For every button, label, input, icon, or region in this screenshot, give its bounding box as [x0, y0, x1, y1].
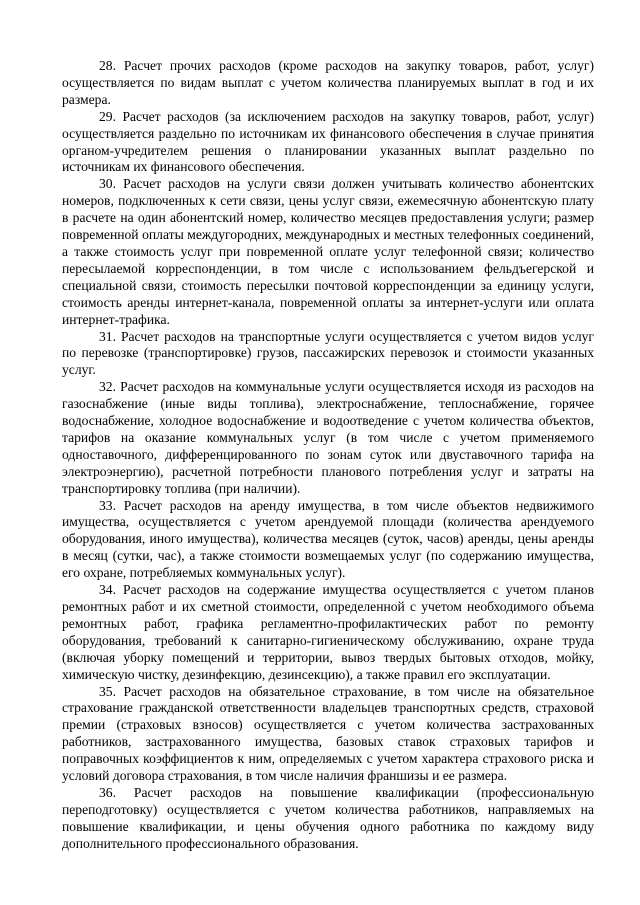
paragraph-31: 31. Расчет расходов на транспортные услуги осуществляется с учетом видов услуг по перевозке (транспортировке) грузов, пассажирских перевозок и стоимости указанных услуг. [62, 328, 594, 378]
paragraph-34: 34. Расчет расходов на содержание имущества осуществляется с учетом планов ремонтных работ и их сметной стоимости, определенной с учетом необходимого объема ремонтных работ, графика регламентно-профилактических работ по ремонту оборудования, требований к санитарно-гигиеническому обслуживанию, охране труда (включая уборку помещений и территории, вывоз твердых бытовых отходов, мойку, химическую чистку, дезинфекцию, дезинсекцию), а также правил его эксплуатации. [62, 582, 594, 682]
paragraph-28: 28. Расчет прочих расходов (кроме расходов на закупку товаров, работ, услуг) осуществляется по видам выплат с учетом количества планируемых выплат в год и их размера. [62, 58, 594, 107]
paragraph-35: 35. Расчет расходов на обязательное страхование, в том числе на обязательное страхование гражданской ответственности владельцев транспортных средств, страховой премии (страховых взносов) осуществляется с учетом количества застрахованных работников, застрахованного имущества, базовых ставок страховых тарифов и поправочных коэффициентов к ним, определяемых с учетом характера страхового риска и условий договора страхования, в том числе наличия франшизы и ее размера. [62, 683, 594, 784]
paragraph-30: 30. Расчет расходов на услуги связи должен учитывать количество абонентских номеров, подключенных к сети связи, цены услуг связи, ежемесячную абонентскую плату в расчете на один абонентский номер, количество месяцев предоставления услуги; размер повременной оплаты междугородних, международных и местных телефонных соединений, а также стоимость услуг при повременной оплате услуг телефонной связи; количество пересылаемой корреспонденции, в том числе с использованием фельдъегерской и специальной связи, стоимость пересылки почтовой корреспонденции за единицу услуги, стоимость аренды интернет-канала, повременной оплаты за интернет-услуги или оплата интернет-трафика. [62, 176, 594, 327]
paragraph-36: 36. Расчет расходов на повышение квалификации (профессиональную переподготовку) осуществляется с учетом количества работников, направляемых на повышение квалификации, и цены обучения одного работника по каждому виду дополнительного профессионального образования. [62, 784, 594, 851]
paragraph-32: 32. Расчет расходов на коммунальные услуги осуществляется исходя из расходов на газоснабжение (иные виды топлива), электроснабжение, теплоснабжение, горячее водоснабжение, холодное водоснабжение и водоотведение с учетом количества объектов, тарифов на оказание коммунальных услуг (в том числе с учетом применяемого одноставочного, дифференцированного по зонам суток или двуставочного тарифа на электроэнергию), расчетной потребности планового потребления услуг и затраты на транспортировку топлива (при наличии). [62, 379, 594, 496]
document-page [62, 58, 594, 853]
paragraph-33: 33. Расчет расходов на аренду имущества, в том числе объектов недвижимого имущества, осуществляется с учетом арендуемой площади (количества арендуемого оборудования, иного имущества), количества месяцев (суток, часов) аренды, цены аренды в месяц (сутки, час), а также стоимости возмещаемых услуг (по содержанию имущества, его охране, потребляемых коммунальных услуг). [62, 497, 594, 581]
paragraph-29: 29. Расчет расходов (за исключением расходов на закупку товаров, работ, услуг) осуществляется раздельно по источникам их финансового обеспечения в случае принятия органом-учредителем решения о планировании указанных выплат раздельно по источникам их финансового обеспечения. [62, 108, 594, 175]
